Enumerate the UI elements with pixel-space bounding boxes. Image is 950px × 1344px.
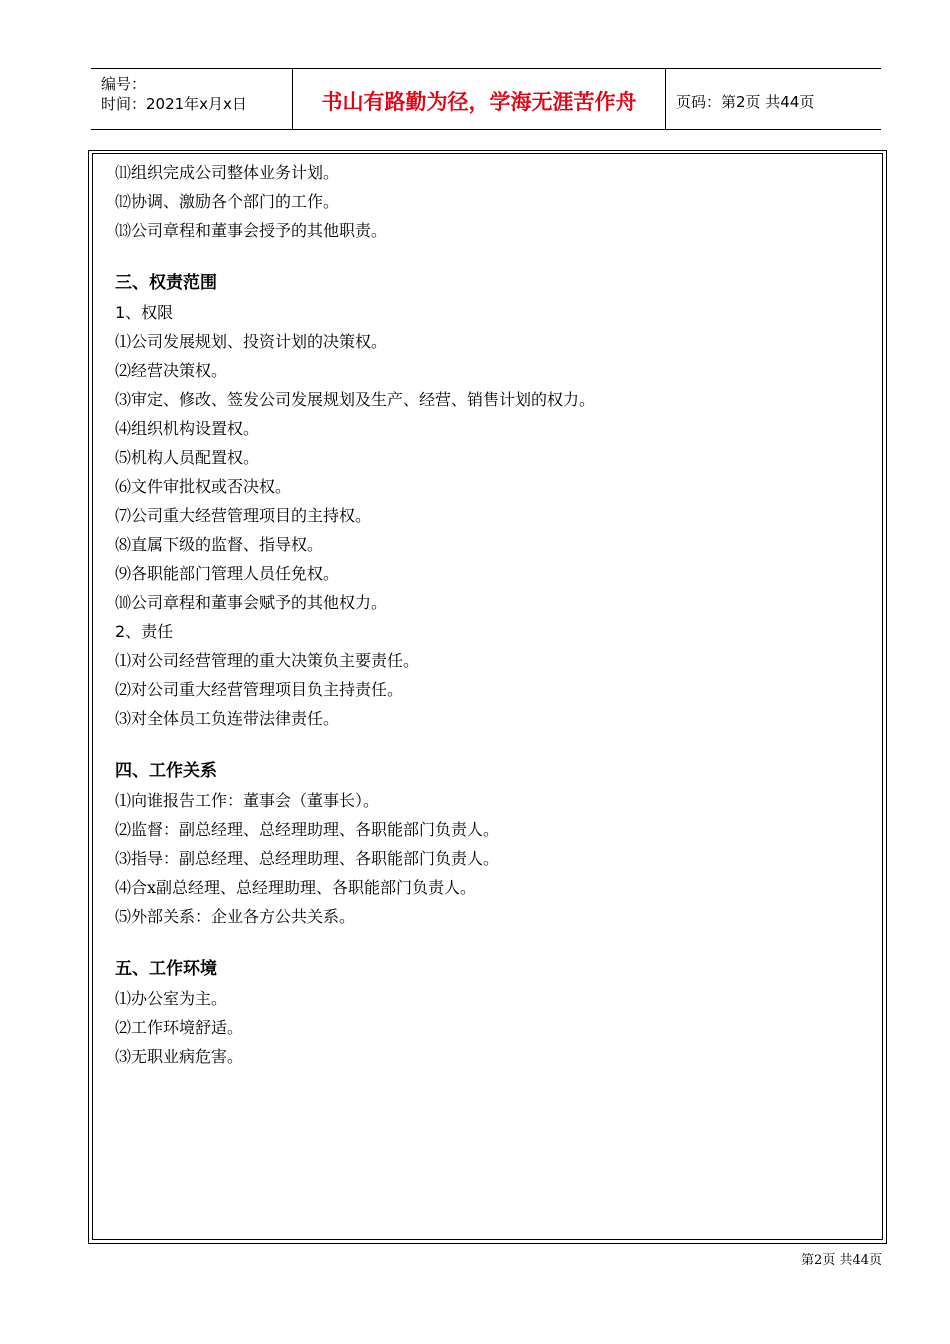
authority-item: ⑺公司重大经营管理项目的主持权。 bbox=[115, 506, 372, 525]
time-line: 时间：2021年x月x日 bbox=[101, 95, 247, 113]
authority-item: ⑶审定、修改、签发公司发展规划及生产、经营、销售计划的权力。 bbox=[115, 390, 596, 409]
environment-item: ⑴办公室为主。 bbox=[115, 989, 228, 1008]
subsection-heading: 1、权限 bbox=[115, 303, 174, 322]
relation-item: ⑶指导：副总经理、总经理助理、各职能部门负责人。 bbox=[115, 849, 500, 868]
relation-item: ⑵监督：副总经理、总经理助理、各职能部门负责人。 bbox=[115, 820, 500, 839]
header-meta-cell bbox=[91, 69, 293, 129]
relation-item: ⑸外部关系：企业各方公共关系。 bbox=[115, 907, 356, 926]
responsibility-item: ⑴对公司经营管理的重大决策负主要责任。 bbox=[115, 651, 420, 670]
page-footer: 第2页 共44页 bbox=[801, 1253, 882, 1268]
environment-item: ⑵工作环境舒适。 bbox=[115, 1018, 244, 1037]
authority-item: ⑴公司发展规划、投资计划的决策权。 bbox=[115, 332, 388, 351]
motto-text: 书山有路勤为径，学海无涯苦作舟 bbox=[321, 90, 637, 114]
duty-item: ⑿协调、激励各个部门的工作。 bbox=[115, 192, 340, 211]
page-header bbox=[91, 68, 881, 130]
duty-item: ⒀公司章程和董事会授予的其他职责。 bbox=[115, 221, 388, 240]
number-label: 编号： bbox=[101, 75, 147, 93]
header-motto-cell bbox=[293, 69, 666, 129]
subsection-heading: 2、责任 bbox=[115, 622, 174, 641]
authority-item: ⑼各职能部门管理人员任免权。 bbox=[115, 564, 340, 583]
section-heading: 四、工作关系 bbox=[115, 761, 217, 781]
authority-item: ⑵经营决策权。 bbox=[115, 361, 228, 380]
authority-item: ⑽公司章程和董事会赋予的其他权力。 bbox=[115, 593, 388, 612]
section-heading: 三、权责范围 bbox=[115, 273, 217, 293]
section-heading: 五、工作环境 bbox=[115, 959, 217, 979]
responsibility-item: ⑶对全体员工负连带法律责任。 bbox=[115, 709, 340, 728]
header-page-cell bbox=[666, 69, 881, 129]
responsibility-item: ⑵对公司重大经营管理项目负主持责任。 bbox=[115, 680, 404, 699]
relation-item: ⑴向谁报告工作：董事会（董事长）。 bbox=[115, 791, 380, 810]
authority-item: ⑷组织机构设置权。 bbox=[115, 419, 260, 438]
relation-item: ⑷合x副总经理、总经理助理、各职能部门负责人。 bbox=[115, 878, 477, 897]
authority-item: ⑹文件审批权或否决权。 bbox=[115, 477, 292, 496]
authority-item: ⑸机构人员配置权。 bbox=[115, 448, 260, 467]
duty-item: ⑾组织完成公司整体业务计划。 bbox=[115, 163, 340, 182]
authority-item: ⑻直属下级的监督、指导权。 bbox=[115, 535, 324, 554]
environment-item: ⑶无职业病危害。 bbox=[115, 1047, 244, 1066]
page-code: 页码：第2页 共44页 bbox=[676, 93, 815, 111]
document-body bbox=[115, 158, 855, 1071]
